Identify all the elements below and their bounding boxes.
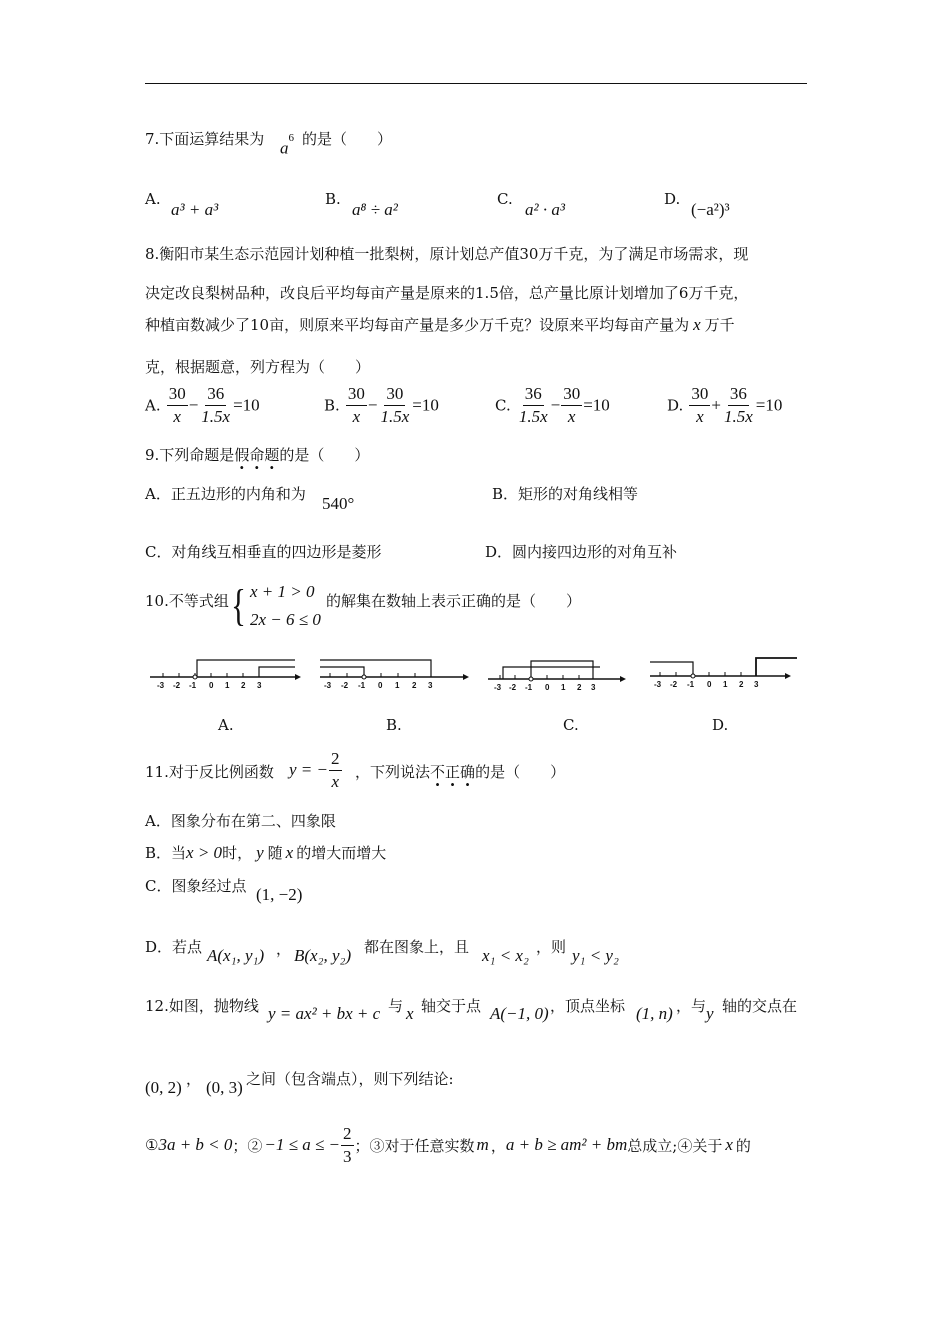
rhs: =10 [412,395,439,415]
q12-point-1: (0, 2) [145,1078,182,1097]
svg-text:0: 0 [378,681,383,690]
q8-option-d [667,385,782,426]
q12-c1-expr: 3a + b < 0 [158,1135,233,1155]
q12-c4-x: x [725,1135,733,1155]
den: x [696,406,704,426]
q7-option-a-expr: a³ + a³ [171,200,219,219]
q12-c3-end: 总成立; [627,1136,678,1155]
q12-c3-expr: a + b ≥ am² + bm [505,1135,628,1155]
q8-line-3-text: 种植亩数减少了10亩，则原来平均每亩产量是多少万千克？设原来平均每亩产量为 [145,316,690,334]
svg-text:-1: -1 [687,680,695,689]
rhs: =10 [583,395,610,415]
q12-c3-comma: ， [490,1136,506,1155]
svg-text:0: 0 [209,681,214,690]
q12-comma: ， [186,1070,202,1088]
q7-options [145,190,825,220]
q7-exp: 6 [288,132,294,144]
q8-option-b [324,385,439,426]
svg-text:-3: -3 [324,681,332,690]
op: + [711,395,721,415]
q7-option-b-label: B. [325,190,341,208]
q12-c1-marker: ① [145,1136,159,1155]
den: 1.5x [380,406,410,426]
q9-option-a-value: 540° [322,494,355,513]
svg-text:3: 3 [257,681,262,690]
svg-text:-1: -1 [525,683,533,692]
op: − [188,395,199,415]
q8-c-frac-1 [517,385,550,426]
q11-b-b: 时， [222,844,253,862]
q12-stem-f: 轴的交点在 [722,997,798,1015]
q12-stem-e: ，与 [676,997,707,1015]
q12-c2-frac [341,1125,354,1166]
svg-text:2: 2 [241,681,246,690]
q10-brace: { [231,581,246,630]
rhs: =10 [755,395,783,415]
q11-stem-c: 的是（ ） [475,763,566,781]
q7-base: a [280,138,289,158]
q11-option-d-point-a: A(x₁, y₁) [207,946,265,965]
q11-emph-1: 不 [430,763,446,781]
q9-option-c: C．对角线互相垂直的四边形是菱形 [145,543,382,561]
q7-option-d-label: D. [664,190,681,208]
op: − [367,395,378,415]
q8-options [145,385,825,437]
svg-text:3: 3 [591,683,596,692]
q9-emph-1: 假 [234,446,250,464]
q11-b-x: x [285,843,294,862]
q7-power [280,132,294,159]
svg-text:-2: -2 [509,683,517,692]
q9-emph-3: 题 [264,446,280,464]
q8-option-a-label: A. [145,396,161,415]
q9-emph-2: 命 [249,446,265,464]
num: 36 [728,385,749,406]
q11-option-d-c: ，则 [536,938,567,956]
q10-label-b: B. [386,716,402,734]
num: 30 [384,385,405,406]
q7-option-d-expr: (−a²)³ [691,200,730,219]
svg-text:-2: -2 [670,680,678,689]
q10-label-c: C. [563,716,579,734]
q8-line-3 [145,314,735,335]
den: 1.5x [723,406,753,426]
q10-stem-a: 10.不等式组 [145,592,229,610]
q12-stem-c: 轴交于点 [421,997,482,1015]
q8-option-a [145,385,260,426]
q11-func-frac [329,750,342,791]
q11-option-b [145,842,386,863]
svg-text:-2: -2 [341,681,349,690]
q11-option-d-b: 都在图象上，且 [364,938,470,956]
num: 30 [346,385,367,406]
q10-ineq-1: x + 1 > 0 [250,582,315,601]
svg-text:2: 2 [577,683,582,692]
q12-parabola: y = ax² + bx + c [268,1004,381,1023]
svg-text:-3: -3 [157,681,165,690]
q7-option-c-expr: a² · a³ [525,200,565,219]
q10-ineq-2: 2x − 6 ≤ 0 [250,610,321,629]
svg-text:3: 3 [754,680,759,689]
q8-option-d-label: D. [667,396,684,415]
svg-text:-1: -1 [189,681,197,690]
svg-text:1: 1 [395,681,400,690]
q8-line-4: 克，根据题意，列方程为（ ） [145,358,371,376]
q8-option-b-label: B. [324,396,340,415]
num: 36 [205,385,226,406]
q7-stem [145,128,264,149]
svg-text:0: 0 [545,683,550,692]
q7-option-b-expr: a⁸ ÷ a² [352,200,398,219]
q8-line-1: 8.衡阳市某生态示范园计划种植一批梨树，原计划总产值30万千克，为了满足市场需求，现 [145,245,749,263]
den: x [352,406,361,426]
q11-option-d-a: D．若点 [145,938,203,956]
q12-y-var: y [706,1004,714,1023]
svg-text:-1: -1 [358,681,366,690]
q9-option-d: D．圆内接四边形的对角互补 [485,543,678,561]
q8-a-frac-1 [167,385,188,426]
svg-text:-3: -3 [654,680,662,689]
q11-option-c-point: (1, −2) [256,885,303,904]
q12-c3-text: ；③对于任意实数 [354,1136,475,1155]
q11-b-d: 的增大而增大 [296,844,387,862]
q12-x-var: x [406,1004,414,1023]
q8-c-frac-2 [561,385,582,426]
q8-option-c [495,385,610,426]
q12-conclusions [145,1125,751,1166]
q8-d-frac-2 [722,385,755,426]
q11-stem-a: 11.对于反比例函数 [145,763,274,781]
svg-text:3: 3 [428,681,433,690]
num: 2 [329,750,342,771]
num: 30 [689,385,710,406]
q10-number-line-a [145,652,305,692]
den: 3 [343,1146,352,1166]
q11-option-d-point-b: B(x₂, y₂) [294,946,352,965]
q12-c2-marker: ；② [232,1136,263,1155]
q10-number-line-d [645,652,805,692]
q11-option-d-cond-2: y₁ < y₂ [572,946,619,965]
q7-stem-end: 的是（ ） [302,130,393,148]
den: x [567,406,576,426]
q12-stem-g: 之间（包含端点），则下列结论: [246,1070,454,1088]
q11-b-a: B．当 [145,844,187,862]
den: 1.5x [518,406,548,426]
q9-stem-b: 的是（ ） [279,446,370,464]
q11-b-y: y [256,843,264,862]
q8-var-x: x [693,315,701,334]
num: 36 [523,385,544,406]
q11-emph-3: 确 [460,763,476,781]
q8-a-frac-2 [199,385,232,426]
q9-option-b: B．矩形的对角线相等 [492,485,639,503]
q11-b-c: 随 [267,844,283,862]
q10-number-line-c [485,652,635,692]
q8-d-frac-1 [689,385,710,426]
q11-stem-b: ，下列说法 [355,763,431,781]
q7-stem-text: 7.下面运算结果为 [145,130,265,148]
q12-stem-a: 12.如图，抛物线 [145,997,259,1015]
q8-b-frac-1 [346,385,367,426]
q8-option-c-label: C. [495,396,511,415]
q12-stem-d: ，顶点坐标 [550,997,626,1015]
q10-number-line-b [315,652,475,692]
q7-option-a-label: A. [145,190,161,208]
q11-stem-rest [355,761,565,782]
num: 30 [167,385,188,406]
q12-stem-b: 与 [388,997,404,1015]
q11-func-lhs: y = − [289,760,328,780]
q12-c2-expr: −1 ≤ a ≤ − [264,1135,341,1155]
q12-point-a: A(−1, 0) [490,1004,549,1023]
svg-text:-3: -3 [494,683,502,692]
q12-vertex: (1, n) [636,1004,673,1023]
q7-option-c-label: C. [497,190,513,208]
q10-label-a: A. [218,716,234,734]
q9-option-a: A．正五边形的内角和为 [145,485,306,503]
q9-stem-a: 9.下列命题是 [145,446,235,464]
q11-option-a: A．图象分布在第二、四象限 [145,812,336,830]
q8-b-frac-2 [378,385,411,426]
den: x [173,406,181,426]
svg-text:1: 1 [723,680,728,689]
q12-c4-text: ④关于 [677,1136,723,1155]
q12-point-2: (0, 3) [206,1078,243,1097]
svg-text:0: 0 [707,680,712,689]
q11-b-cond: x > 0 [186,843,223,862]
q11-option-d-cond-1: x₁ < x₂ [482,946,529,965]
q11-option-d-comma: ， [276,940,292,958]
q10-label-d: D. [712,716,729,734]
header-rule [145,83,807,84]
q9-stem [145,444,369,465]
den: x [331,771,340,791]
svg-text:-2: -2 [173,681,181,690]
svg-text:1: 1 [225,681,230,690]
den: 1.5x [201,406,231,426]
q8-line-3-end: 万千 [704,316,735,334]
svg-text:2: 2 [739,680,744,689]
num: 2 [341,1125,354,1146]
q12-c4-end: 的 [735,1136,751,1155]
q10-stem-b: 的解集在数轴上表示正确的是（ ） [326,592,582,610]
num: 30 [561,385,582,406]
q11-option-c: C．图象经过点 [145,877,247,895]
q11-emph-2: 正 [445,763,461,781]
svg-text:2: 2 [412,681,417,690]
rhs: =10 [233,395,260,415]
svg-text:1: 1 [561,683,566,692]
q12-c3-m: m [476,1135,489,1155]
op: − [550,395,561,415]
q8-line-2: 决定改良梨树品种，改良后平均每亩产量是原来的1.5倍，总产量比原计划增加了6万千克， [145,284,749,302]
q11-function [289,750,343,791]
